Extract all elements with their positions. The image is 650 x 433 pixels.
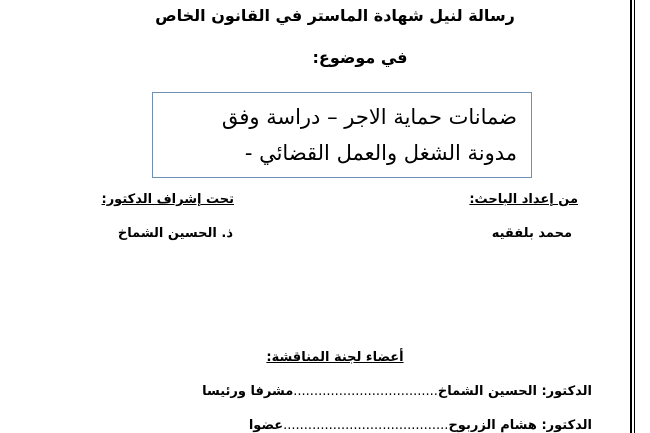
member-role: مشرفا ورئيسا xyxy=(202,384,294,399)
member-dots: ................................... xyxy=(293,384,438,399)
committee-member xyxy=(202,380,592,399)
member-name: الدكتور: الحسين الشماخ xyxy=(437,384,592,399)
title-line-1: ضمانات حماية الاجر – دراسة وفق xyxy=(221,105,517,129)
researcher-label: من إعداد الباحث: xyxy=(469,192,578,207)
page-border xyxy=(630,0,635,433)
committee-member xyxy=(249,414,592,433)
subject-label: في موضوع: xyxy=(312,48,408,67)
researcher-name: محمد بلفقيه xyxy=(491,226,572,241)
member-dots: ........................................ xyxy=(283,418,449,433)
supervisor-label: تحت إشراف الدكتور: xyxy=(101,192,234,207)
member-name: الدكتور: هشام الزربوح xyxy=(448,418,592,433)
member-role: عضوا xyxy=(248,418,284,433)
title-box xyxy=(152,92,532,178)
committee-title: أعضاء لجنة المناقشة: xyxy=(266,350,404,365)
thesis-heading: رسالة لنيل شهادة الماستر في القانون الخاص xyxy=(155,6,515,25)
supervisor-name: ذ. الحسين الشماخ xyxy=(117,226,233,241)
title-line-2: مدونة الشغل والعمل القضائي - xyxy=(244,141,517,165)
